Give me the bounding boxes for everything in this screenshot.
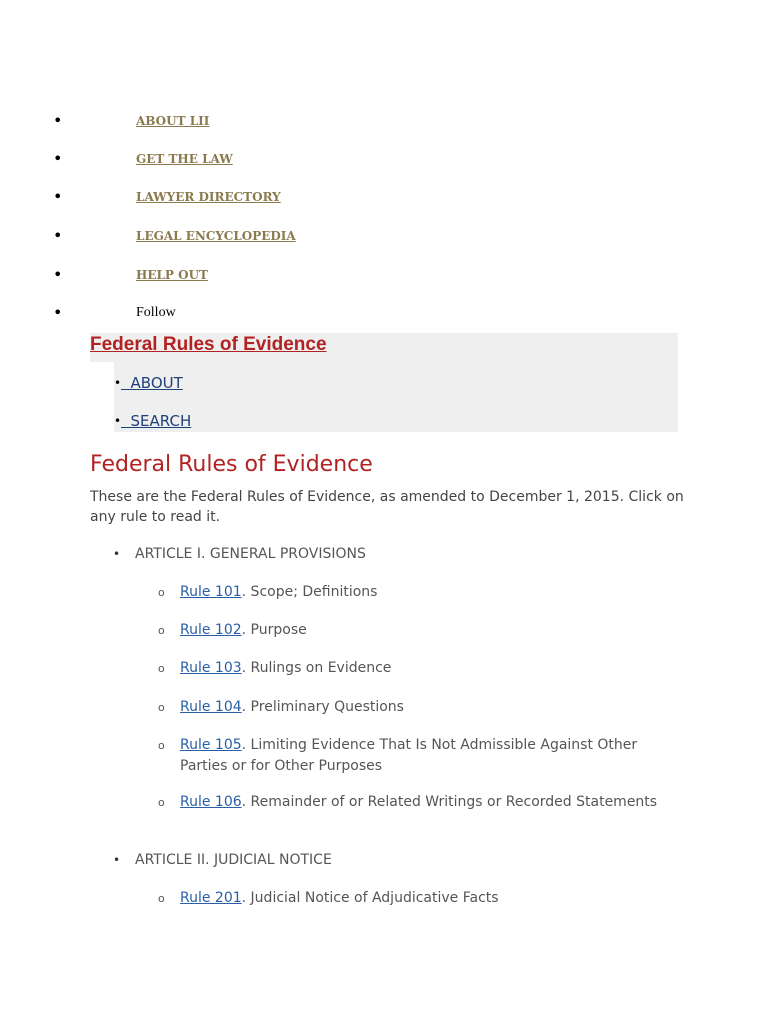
rule-106-link[interactable]: Rule 106 <box>180 794 242 810</box>
bullet-icon: • <box>53 187 63 206</box>
bullet-icon: • <box>53 303 63 322</box>
intro-text: These are the Federal Rules of Evidence, as amended to December 1, 2015. Click on any rule to read it. <box>90 489 684 525</box>
about-lii-link[interactable]: ABOUT LII <box>136 114 210 128</box>
article-label: ARTICLE I. GENERAL PROVISIONS <box>135 546 366 562</box>
rule-text <box>180 658 685 679</box>
rule-text <box>180 620 685 641</box>
lawyer-directory-link[interactable]: LAWYER DIRECTORY <box>136 190 281 204</box>
bullet-icon: • <box>53 226 63 245</box>
rule-text <box>180 735 685 777</box>
circle-bullet-icon: o <box>158 701 165 714</box>
get-the-law-link[interactable]: GET THE LAW <box>136 152 233 166</box>
rule-text <box>180 888 685 909</box>
rule-101-link[interactable]: Rule 101 <box>180 584 242 600</box>
bullet-icon: • <box>114 414 122 428</box>
bullet-icon: • <box>113 547 121 561</box>
bullet-icon: • <box>114 376 122 390</box>
legal-encyclopedia-link[interactable]: LEGAL ENCYCLOPEDIA <box>136 229 296 243</box>
rule-description: . Judicial Notice of Adjudicative Facts <box>241 890 499 906</box>
circle-bullet-icon: o <box>158 662 165 675</box>
circle-bullet-icon: o <box>158 624 165 637</box>
rule-102-link[interactable]: Rule 102 <box>180 622 242 638</box>
rule-description: . Limiting Evidence That Is Not Admissible Against Other Parties or for Other Purposes <box>180 737 638 774</box>
rule-description: . Rulings on Evidence <box>241 660 392 676</box>
bullet-icon: • <box>113 853 121 867</box>
rule-description: . Remainder of or Related Writings or Recorded Statements <box>241 794 658 810</box>
rule-105-link[interactable]: Rule 105 <box>180 737 242 753</box>
circle-bullet-icon: o <box>158 892 165 905</box>
section-nav <box>90 333 678 432</box>
follow-label[interactable]: Follow <box>136 305 176 320</box>
rule-103-link[interactable]: Rule 103 <box>180 660 242 676</box>
help-out-link[interactable]: HELP OUT <box>136 268 208 282</box>
circle-bullet-icon: o <box>158 739 165 752</box>
rule-description: . Scope; Definitions <box>241 584 378 600</box>
section-title-link[interactable]: Federal Rules of Evidence <box>90 334 327 355</box>
circle-bullet-icon: o <box>158 586 165 599</box>
circle-bullet-icon: o <box>158 796 165 809</box>
about-link[interactable]: ABOUT <box>121 374 183 392</box>
search-link[interactable]: SEARCH <box>121 412 192 430</box>
rule-text <box>180 697 685 718</box>
bullet-icon: • <box>53 149 63 168</box>
rule-text <box>180 792 685 813</box>
rule-text <box>180 582 685 603</box>
bullet-icon: • <box>53 265 63 284</box>
bullet-icon: • <box>53 111 63 130</box>
rule-201-link[interactable]: Rule 201 <box>180 890 242 906</box>
page-title: Federal Rules of Evidence <box>90 452 373 477</box>
rule-description: . Purpose <box>241 622 307 638</box>
rule-104-link[interactable]: Rule 104 <box>180 699 242 715</box>
article-label: ARTICLE II. JUDICIAL NOTICE <box>135 852 332 868</box>
section-subnav <box>114 362 678 432</box>
rule-description: . Preliminary Questions <box>241 699 404 715</box>
